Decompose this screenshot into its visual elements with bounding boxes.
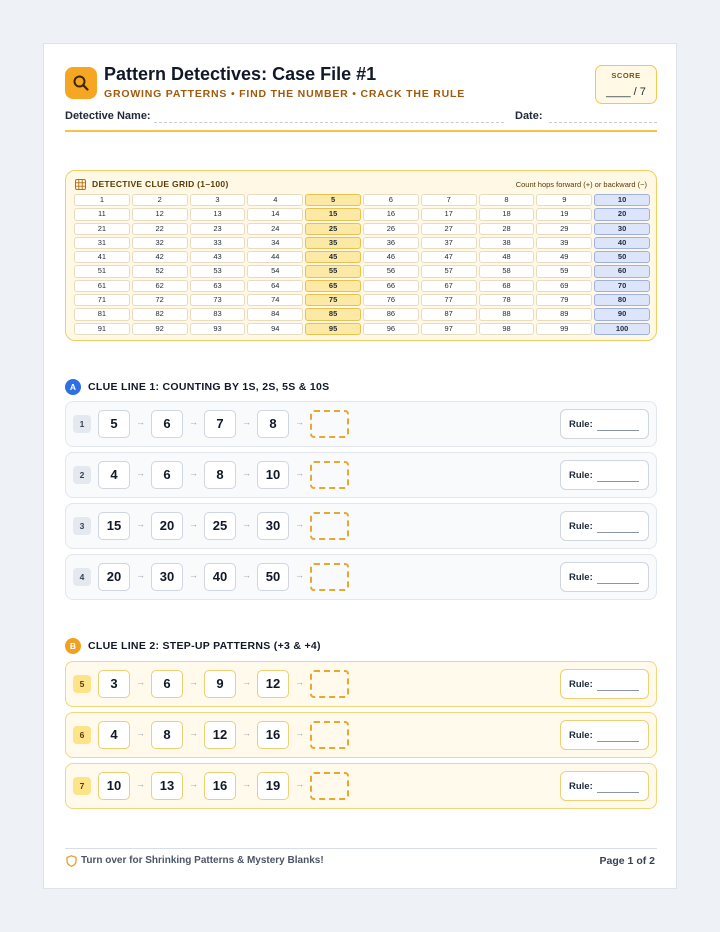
grid-cell: 80 [594,294,650,306]
sequence-term: 6 [151,670,183,698]
magnifier-icon [72,74,90,92]
grid-cell: 24 [247,223,303,235]
rule-label: Rule: [569,470,593,481]
grid-cell: 89 [536,308,592,320]
sequence-term: 10 [257,461,289,489]
pattern-row [65,554,657,600]
worksheet-page [43,43,677,889]
grid-cell: 97 [421,323,477,335]
sequence-term: 3 [98,670,130,698]
grid-cell: 74 [247,294,303,306]
grid-cell: 19 [536,208,592,220]
rule-write-line[interactable] [597,741,639,742]
grid-cell: 91 [74,323,130,335]
arrow-right-icon: → [136,570,145,580]
grid-cell: 100 [594,323,650,335]
sequence-term: 30 [257,512,289,540]
arrow-right-icon: → [295,468,304,478]
grid-cell: 28 [479,223,535,235]
grid-cell: 7 [421,194,477,206]
answer-blank[interactable] [310,512,349,540]
arrow-right-icon: → [295,570,304,580]
row-number: 4 [73,568,91,586]
grid-cell: 5 [305,194,361,206]
page-title: Pattern Detectives: Case File #1 [104,64,377,84]
grid-cell: 75 [305,294,361,306]
arrow-right-icon: → [136,728,145,738]
clue-grid-hint: Count hops forward (+) or backward (−) [515,180,647,189]
rule-field[interactable] [560,720,649,750]
grid-cell: 82 [132,308,188,320]
grid-cell: 4 [247,194,303,206]
grid-cell: 42 [132,251,188,263]
page-number: Page 1 of 2 [599,855,655,867]
grid-cell: 68 [479,280,535,292]
detective-name-field[interactable] [154,122,504,123]
score-box[interactable] [595,65,657,104]
grid-cell: 48 [479,251,535,263]
grid-cell: 88 [479,308,535,320]
score-value: ____ / 7 [606,86,646,98]
clue-grid-title: DETECTIVE CLUE GRID (1–100) [92,179,229,189]
section-b-title: CLUE LINE 2: STEP-UP PATTERNS (+3 & +4) [88,640,321,652]
grid-cell: 3 [190,194,246,206]
grid-cell: 25 [305,223,361,235]
grid-cell: 62 [132,280,188,292]
grid-cell: 58 [479,265,535,277]
grid-cell: 57 [421,265,477,277]
section-b-badge: B [65,638,81,654]
grid-cell: 41 [74,251,130,263]
shield-icon [66,855,77,867]
grid-cell: 17 [421,208,477,220]
sequence-term: 16 [204,772,236,800]
row-number: 2 [73,466,91,484]
grid-cell: 6 [363,194,419,206]
grid-cell: 84 [247,308,303,320]
grid-cell: 65 [305,280,361,292]
grid-cell: 18 [479,208,535,220]
grid-cell: 64 [247,280,303,292]
grid-cell: 43 [190,251,246,263]
rule-field[interactable] [560,409,649,439]
grid-cell: 46 [363,251,419,263]
grid-cell: 44 [247,251,303,263]
arrow-right-icon: → [295,728,304,738]
answer-blank[interactable] [310,563,349,591]
sequence-term: 40 [204,563,236,591]
grid-cell: 11 [74,208,130,220]
grid-cell: 52 [132,265,188,277]
answer-blank[interactable] [310,772,349,800]
grid-cell: 67 [421,280,477,292]
arrow-right-icon: → [242,779,251,789]
grid-cell: 22 [132,223,188,235]
grid-cell: 96 [363,323,419,335]
rule-write-line[interactable] [597,481,639,482]
sequence-term: 25 [204,512,236,540]
grid-cell: 33 [190,237,246,249]
grid-cell: 30 [594,223,650,235]
grid-cell: 49 [536,251,592,263]
sequence-term: 6 [151,410,183,438]
grid-cell: 36 [363,237,419,249]
grid-cell: 39 [536,237,592,249]
row-number: 1 [73,415,91,433]
header-divider [65,130,657,132]
sequence-term: 6 [151,461,183,489]
grid-cell: 61 [74,280,130,292]
answer-blank[interactable] [310,410,349,438]
grid-cell: 8 [479,194,535,206]
grid-cell: 56 [363,265,419,277]
grid-cell: 50 [594,251,650,263]
arrow-right-icon: → [136,417,145,427]
arrow-right-icon: → [242,417,251,427]
grid-icon [75,179,86,190]
arrow-right-icon: → [242,677,251,687]
arrow-right-icon: → [189,519,198,529]
pattern-row [65,452,657,498]
rule-label: Rule: [569,521,593,532]
grid-cell: 40 [594,237,650,249]
rule-field[interactable] [560,562,649,592]
grid-cell: 95 [305,323,361,335]
grid-cell: 92 [132,323,188,335]
grid-cell: 60 [594,265,650,277]
arrow-right-icon: → [242,519,251,529]
sequence-term: 16 [257,721,289,749]
arrow-right-icon: → [242,728,251,738]
grid-cell: 23 [190,223,246,235]
rule-field[interactable] [560,460,649,490]
sequence-term: 4 [98,721,130,749]
sequence-term: 5 [98,410,130,438]
arrow-right-icon: → [136,519,145,529]
sequence-term: 4 [98,461,130,489]
grid-cell: 70 [594,280,650,292]
rule-write-line[interactable] [597,430,639,431]
footer-note: Turn over for Shrinking Patterns & Mystery Blanks! [81,855,324,866]
grid-cell: 87 [421,308,477,320]
grid-cell: 1 [74,194,130,206]
sequence-term: 19 [257,772,289,800]
sequence-term: 12 [204,721,236,749]
grid-cell: 77 [421,294,477,306]
rule-write-line[interactable] [597,690,639,691]
sequence-term: 15 [98,512,130,540]
grid-cell: 29 [536,223,592,235]
grid-cell: 81 [74,308,130,320]
rule-field[interactable] [560,511,649,541]
grid-cell: 78 [479,294,535,306]
sequence-term: 20 [98,563,130,591]
row-number: 3 [73,517,91,535]
rule-label: Rule: [569,730,593,741]
grid-cell: 86 [363,308,419,320]
grid-cell: 90 [594,308,650,320]
sequence-term: 12 [257,670,289,698]
section-a-title: CLUE LINE 1: COUNTING BY 1S, 2S, 5S & 10S [88,381,330,393]
grid-cell: 63 [190,280,246,292]
arrow-right-icon: → [295,779,304,789]
arrow-right-icon: → [189,468,198,478]
grid-cell: 31 [74,237,130,249]
section-a-badge: A [65,379,81,395]
answer-blank[interactable] [310,721,349,749]
sequence-term: 7 [204,410,236,438]
grid-cell: 47 [421,251,477,263]
rule-write-line[interactable] [597,792,639,793]
page-subtitle: GROWING PATTERNS • FIND THE NUMBER • CRACK THE RULE [104,88,466,100]
rule-write-line[interactable] [597,583,639,584]
arrow-right-icon: → [295,677,304,687]
date-field[interactable] [549,122,657,123]
date-label: Date: [515,110,543,122]
grid-cell: 13 [190,208,246,220]
arrow-right-icon: → [136,677,145,687]
grid-cell: 71 [74,294,130,306]
answer-blank[interactable] [310,461,349,489]
arrow-right-icon: → [189,677,198,687]
hundred-chart [74,194,650,335]
grid-cell: 32 [132,237,188,249]
grid-cell: 45 [305,251,361,263]
grid-cell: 93 [190,323,246,335]
sequence-term: 50 [257,563,289,591]
pattern-row [65,763,657,809]
sequence-term: 10 [98,772,130,800]
grid-cell: 53 [190,265,246,277]
grid-cell: 98 [479,323,535,335]
pattern-row [65,661,657,707]
arrow-right-icon: → [295,519,304,529]
row-number: 6 [73,726,91,744]
row-number: 7 [73,777,91,795]
grid-cell: 21 [74,223,130,235]
grid-cell: 12 [132,208,188,220]
arrow-right-icon: → [189,728,198,738]
arrow-right-icon: → [242,570,251,580]
sequence-term: 13 [151,772,183,800]
rule-label: Rule: [569,781,593,792]
rule-label: Rule: [569,679,593,690]
arrow-right-icon: → [189,779,198,789]
grid-cell: 37 [421,237,477,249]
pattern-row [65,401,657,447]
grid-cell: 55 [305,265,361,277]
arrow-right-icon: → [189,570,198,580]
grid-cell: 59 [536,265,592,277]
grid-cell: 69 [536,280,592,292]
grid-cell: 94 [247,323,303,335]
grid-cell: 16 [363,208,419,220]
arrow-right-icon: → [242,468,251,478]
rule-field[interactable] [560,771,649,801]
row-number: 5 [73,675,91,693]
grid-cell: 9 [536,194,592,206]
grid-cell: 72 [132,294,188,306]
clue-grid-card [65,170,657,341]
arrow-right-icon: → [189,417,198,427]
rule-write-line[interactable] [597,532,639,533]
sequence-term: 8 [151,721,183,749]
logo-badge [65,67,97,99]
rule-field[interactable] [560,669,649,699]
pattern-row [65,503,657,549]
grid-cell: 35 [305,237,361,249]
arrow-right-icon: → [136,779,145,789]
grid-cell: 20 [594,208,650,220]
grid-cell: 10 [594,194,650,206]
grid-cell: 73 [190,294,246,306]
detective-name-label: Detective Name: [65,110,151,122]
rule-label: Rule: [569,419,593,430]
sequence-term: 20 [151,512,183,540]
sequence-term: 8 [204,461,236,489]
grid-cell: 66 [363,280,419,292]
grid-cell: 2 [132,194,188,206]
grid-cell: 34 [247,237,303,249]
grid-cell: 76 [363,294,419,306]
grid-cell: 83 [190,308,246,320]
grid-cell: 26 [363,223,419,235]
sequence-term: 8 [257,410,289,438]
sequence-term: 9 [204,670,236,698]
sequence-term: 30 [151,563,183,591]
grid-cell: 85 [305,308,361,320]
rule-label: Rule: [569,572,593,583]
grid-cell: 51 [74,265,130,277]
pattern-row [65,712,657,758]
arrow-right-icon: → [136,468,145,478]
grid-cell: 15 [305,208,361,220]
answer-blank[interactable] [310,670,349,698]
score-label: SCORE [611,71,641,80]
grid-cell: 79 [536,294,592,306]
grid-cell: 54 [247,265,303,277]
footer-divider [65,848,657,849]
grid-cell: 99 [536,323,592,335]
grid-cell: 14 [247,208,303,220]
grid-cell: 27 [421,223,477,235]
grid-cell: 38 [479,237,535,249]
arrow-right-icon: → [295,417,304,427]
